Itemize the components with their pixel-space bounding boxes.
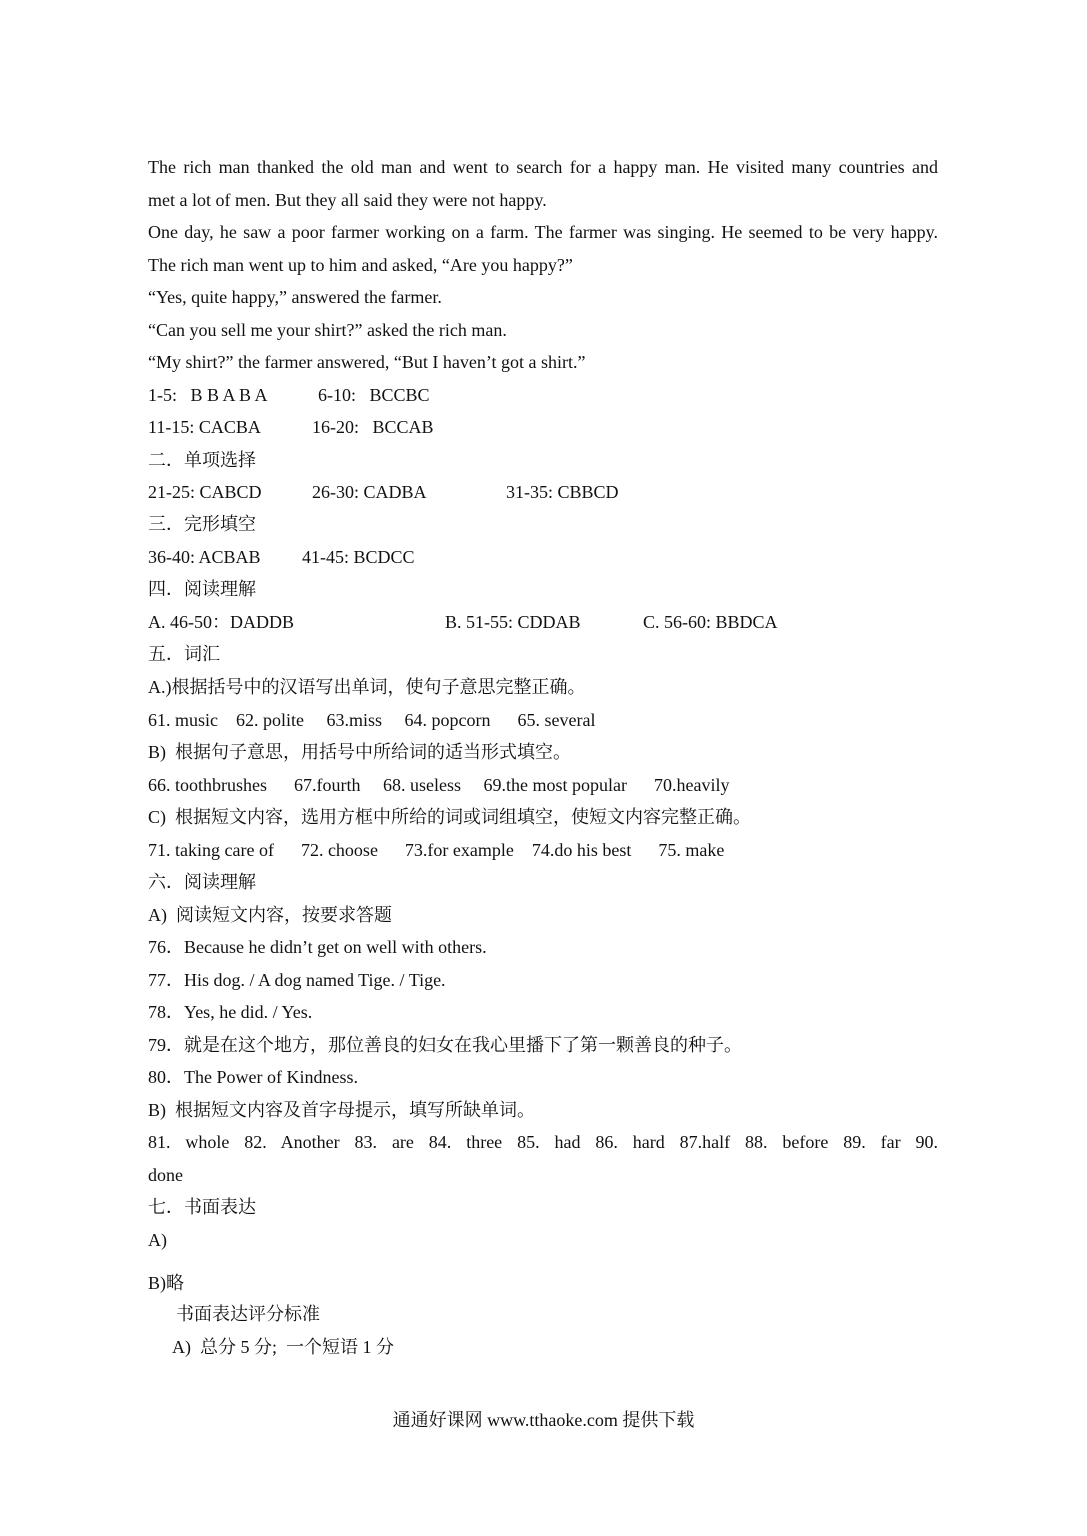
answer-group: 31-35: CBBCD: [506, 482, 619, 502]
passage-line: One day, he saw a poor farmer working on a farm. The farmer was singing. He seemed to be very happy.: [148, 222, 938, 242]
answer-group: C. 56-60: BBDCA: [643, 612, 778, 632]
answer-group: B. 51-55: CDDAB: [445, 612, 581, 632]
answer-line: done: [148, 1165, 183, 1185]
answer-group: 11-15: CACBA: [148, 417, 261, 437]
answer-group: 21-25: CABCD: [148, 482, 262, 502]
instruction-line: A.)根据括号中的汉语写出单词，使句子意思完整正确。: [148, 677, 586, 697]
answer-line: 78．Yes, he did. / Yes.: [148, 1002, 313, 1022]
answer-group: 16-20: BCCAB: [312, 417, 434, 437]
passage-line: The rich man went up to him and asked, “Are you happy?”: [148, 255, 573, 275]
answer-line: 80．The Power of Kindness.: [148, 1067, 358, 1087]
answer-line: B)略: [148, 1273, 184, 1293]
footer-text: 通通好课网 www.tthaoke.com 提供下载: [392, 1410, 695, 1430]
answer-group: 26-30: CADBA: [312, 482, 427, 502]
scoring-line: A) 总分 5 分; 一个短语 1 分: [172, 1337, 394, 1357]
answer-line: 76．Because he didn’t get on well with others.: [148, 937, 487, 957]
section-heading: 四．阅读理解: [148, 579, 256, 599]
passage-line: “My shirt?” the farmer answered, “But I haven’t got a shirt.”: [148, 352, 586, 372]
answer-group: 41-45: BCDCC: [302, 547, 415, 567]
answer-line: 81. whole 82. Another 83. are 84. three 85. had 86. hard 87.half 88. before 89. far 90.: [148, 1132, 938, 1152]
answer-group: A. 46-50：DADDB: [148, 612, 294, 632]
answer-group: 1-5: B B A B A: [148, 385, 268, 405]
passage-line: met a lot of men. But they all said they were not happy.: [148, 190, 547, 210]
section-heading: 六．阅读理解: [148, 872, 256, 892]
instruction-line: B) 根据句子意思，用括号中所给词的适当形式填空。: [148, 742, 571, 762]
passage-line: “Can you sell me your shirt?” asked the rich man.: [148, 320, 507, 340]
answer-line: 61. music 62. polite 63.miss 64. popcorn 65. several: [148, 710, 596, 730]
section-heading: 三．完形填空: [148, 514, 256, 534]
instruction-line: A) 阅读短文内容，按要求答题: [148, 905, 392, 925]
instruction-line: B) 根据短文内容及首字母提示，填写所缺单词。: [148, 1100, 535, 1120]
instruction-line: C) 根据短文内容，选用方框中所给的词或词组填空，使短文内容完整正确。: [148, 807, 751, 827]
answer-group: 6-10: BCCBC: [318, 385, 430, 405]
answer-line: 71. taking care of 72. choose 73.for example 74.do his best 75. make: [148, 840, 725, 860]
passage-line: The rich man thanked the old man and went to search for a happy man. He visited many countries and: [148, 157, 938, 177]
passage-line: “Yes, quite happy,” answered the farmer.: [148, 287, 442, 307]
answer-line: 79．就是在这个地方，那位善良的妇女在我心里播下了第一颗善良的种子。: [148, 1035, 742, 1055]
answer-group: 36-40: ACBAB: [148, 547, 261, 567]
section-heading: 五．词汇: [148, 644, 220, 664]
answer-line: A): [148, 1230, 167, 1250]
section-heading: 七．书面表达: [148, 1197, 256, 1217]
scoring-heading: 书面表达评分标准: [176, 1304, 320, 1324]
section-heading: 二．单项选择: [148, 450, 256, 470]
answer-line: 66. toothbrushes 67.fourth 68. useless 69.the most popular 70.heavily: [148, 775, 730, 795]
answer-line: 77．His dog. / A dog named Tige. / Tige.: [148, 970, 446, 990]
